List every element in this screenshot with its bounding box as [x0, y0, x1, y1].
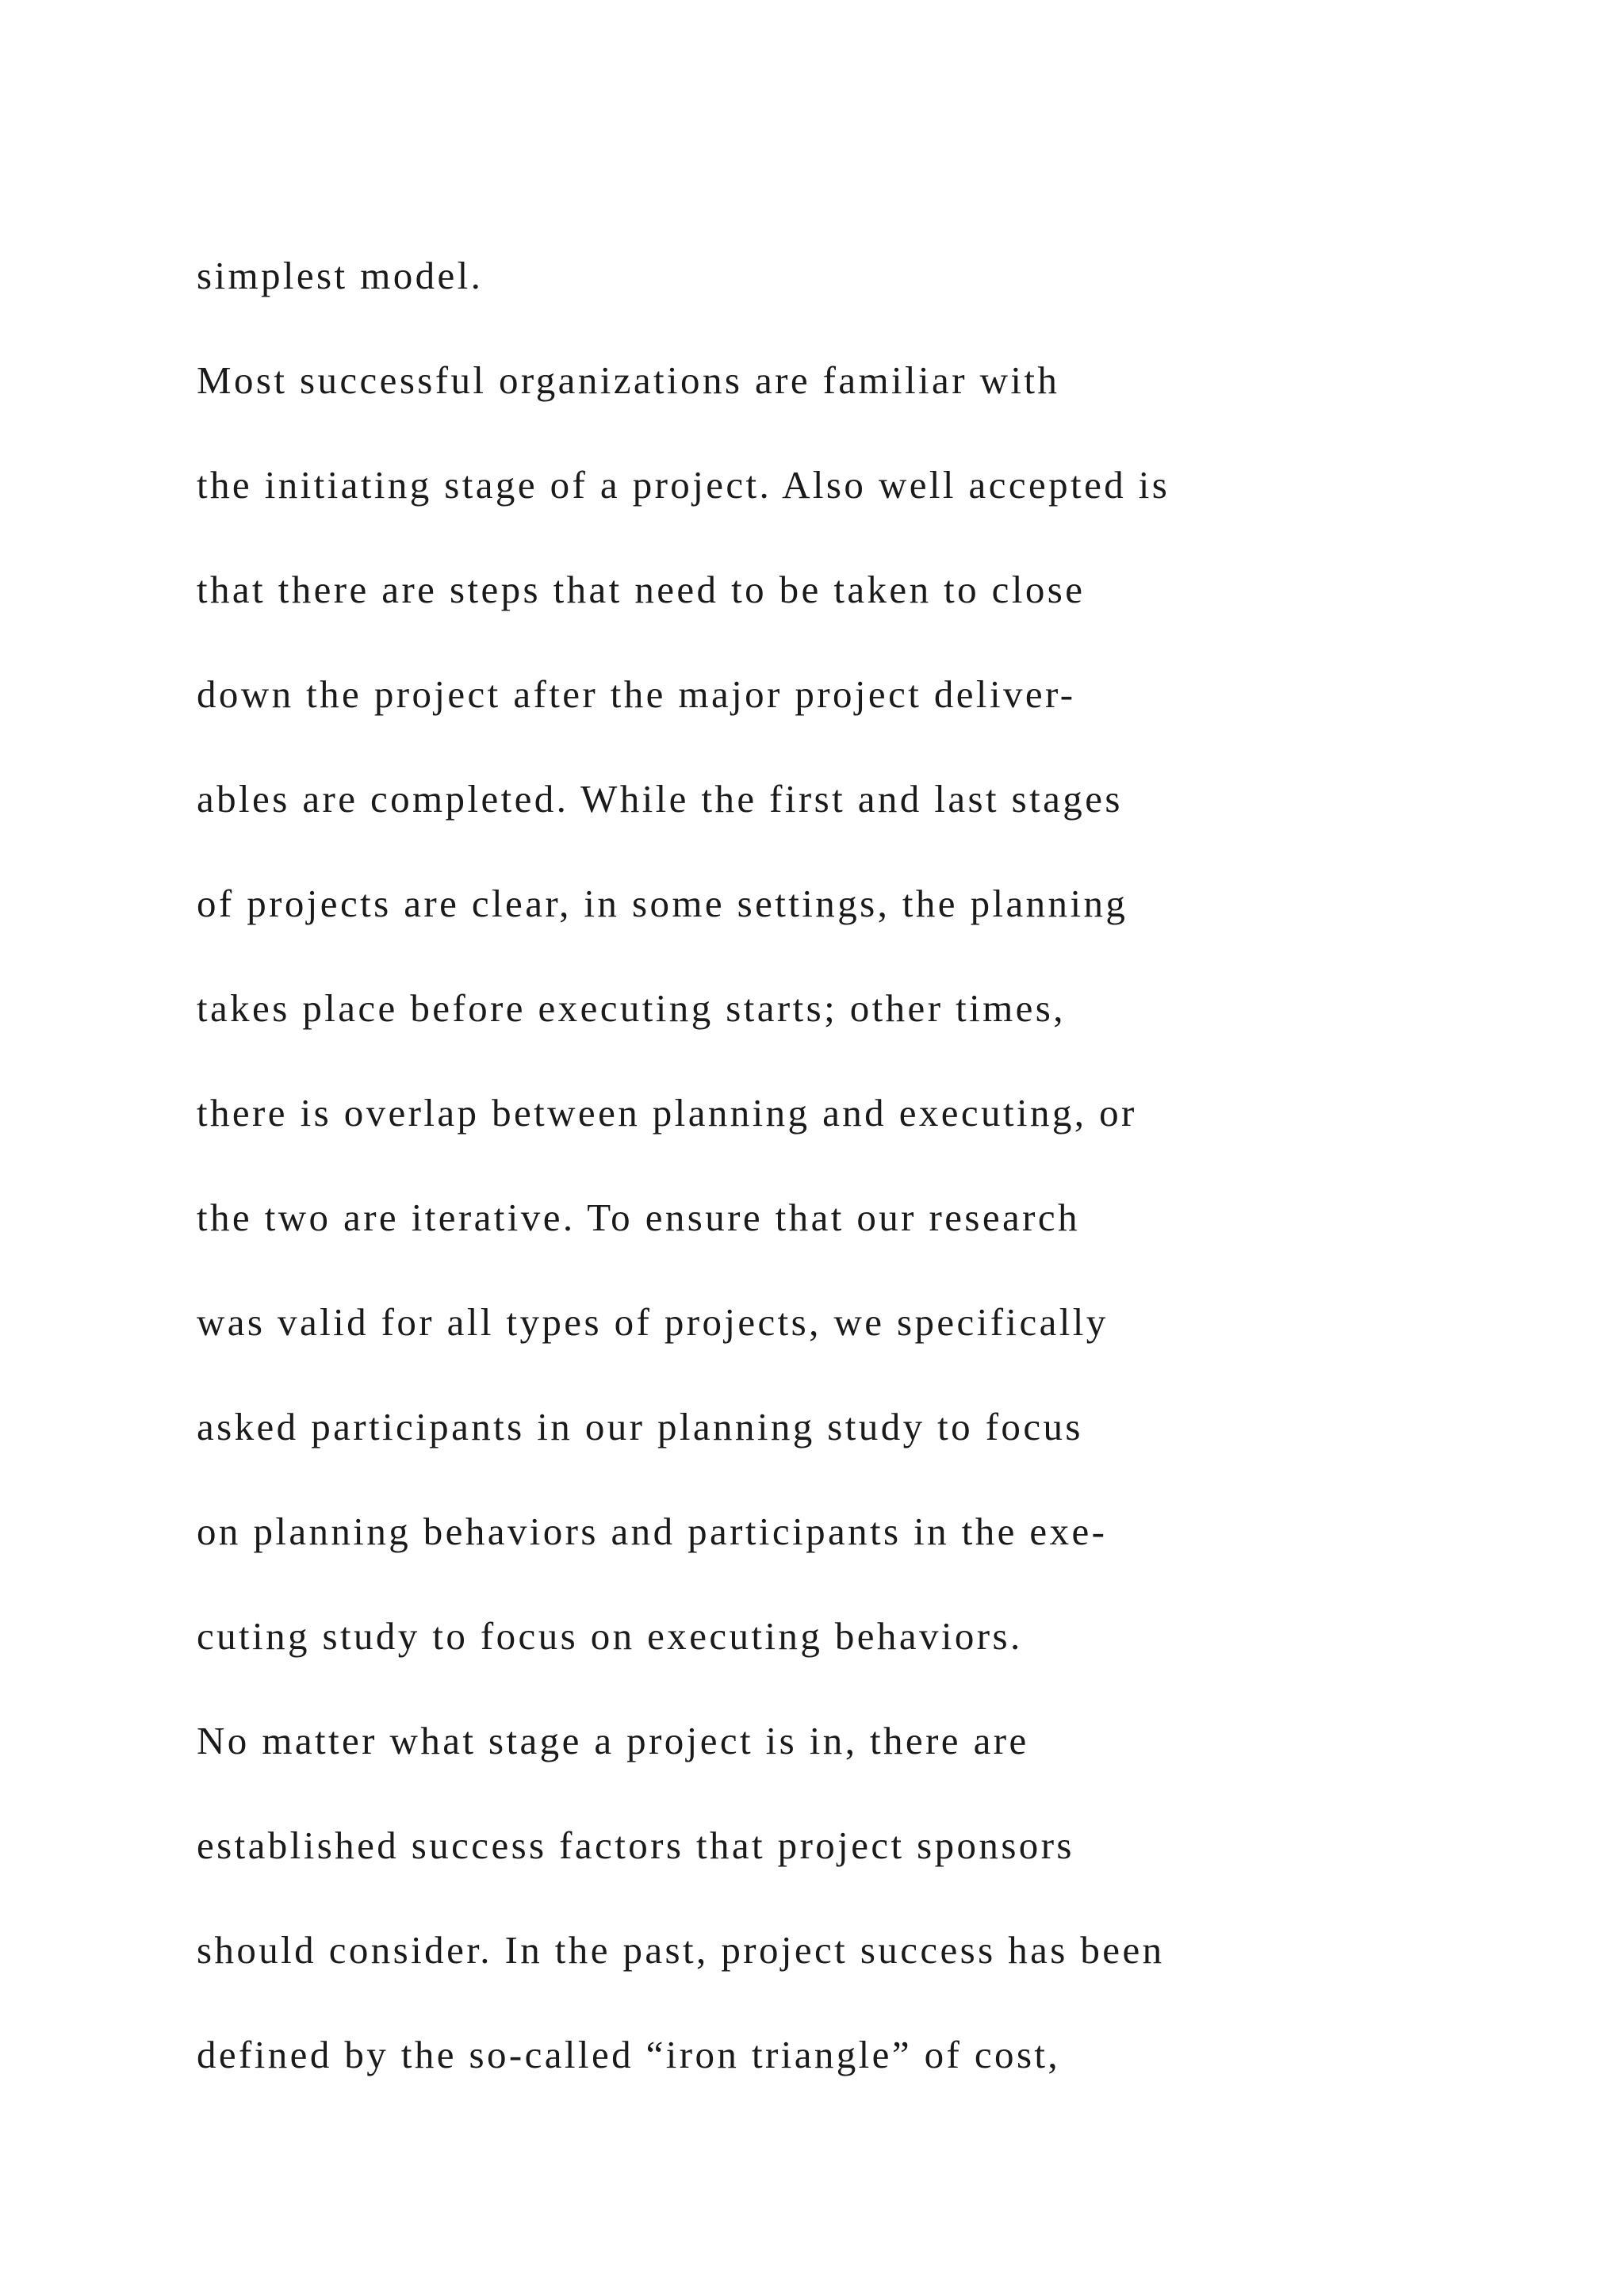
text-line: asked participants in our planning study to focus: [197, 1405, 1083, 1448]
text-line: the two are iterative. To ensure that our research: [197, 1196, 1080, 1239]
text-line: Most successful organizations are familiar with: [197, 358, 1060, 402]
text-line: ables are completed. While the first and last stages: [197, 777, 1123, 821]
text-line: cuting study to focus on executing behaviors.: [197, 1614, 1023, 1658]
text-line: the initiating stage of a project. Also well accepted is: [197, 463, 1170, 507]
text-line: defined by the so-called “iron triangle” of cost,: [197, 2033, 1061, 2076]
text-line: on planning behaviors and participants in the exe-: [197, 1510, 1108, 1553]
text-line: No matter what stage a project is in, there are: [197, 1719, 1029, 1762]
text-line: simplest model.: [197, 254, 484, 297]
text-line: takes place before executing starts; other times,: [197, 986, 1066, 1030]
text-line: down the project after the major project deliver-: [197, 672, 1076, 716]
text-line: there is overlap between planning and executing, or: [197, 1091, 1137, 1135]
text-line: should consider. In the past, project success has been: [197, 1928, 1165, 1972]
text-line: of projects are clear, in some settings, the planning: [197, 882, 1128, 925]
text-line: established success factors that project sponsors: [197, 1823, 1074, 1867]
text-line: was valid for all types of projects, we specifically: [197, 1300, 1109, 1344]
text-line: that there are steps that need to be taken to close: [197, 568, 1086, 611]
